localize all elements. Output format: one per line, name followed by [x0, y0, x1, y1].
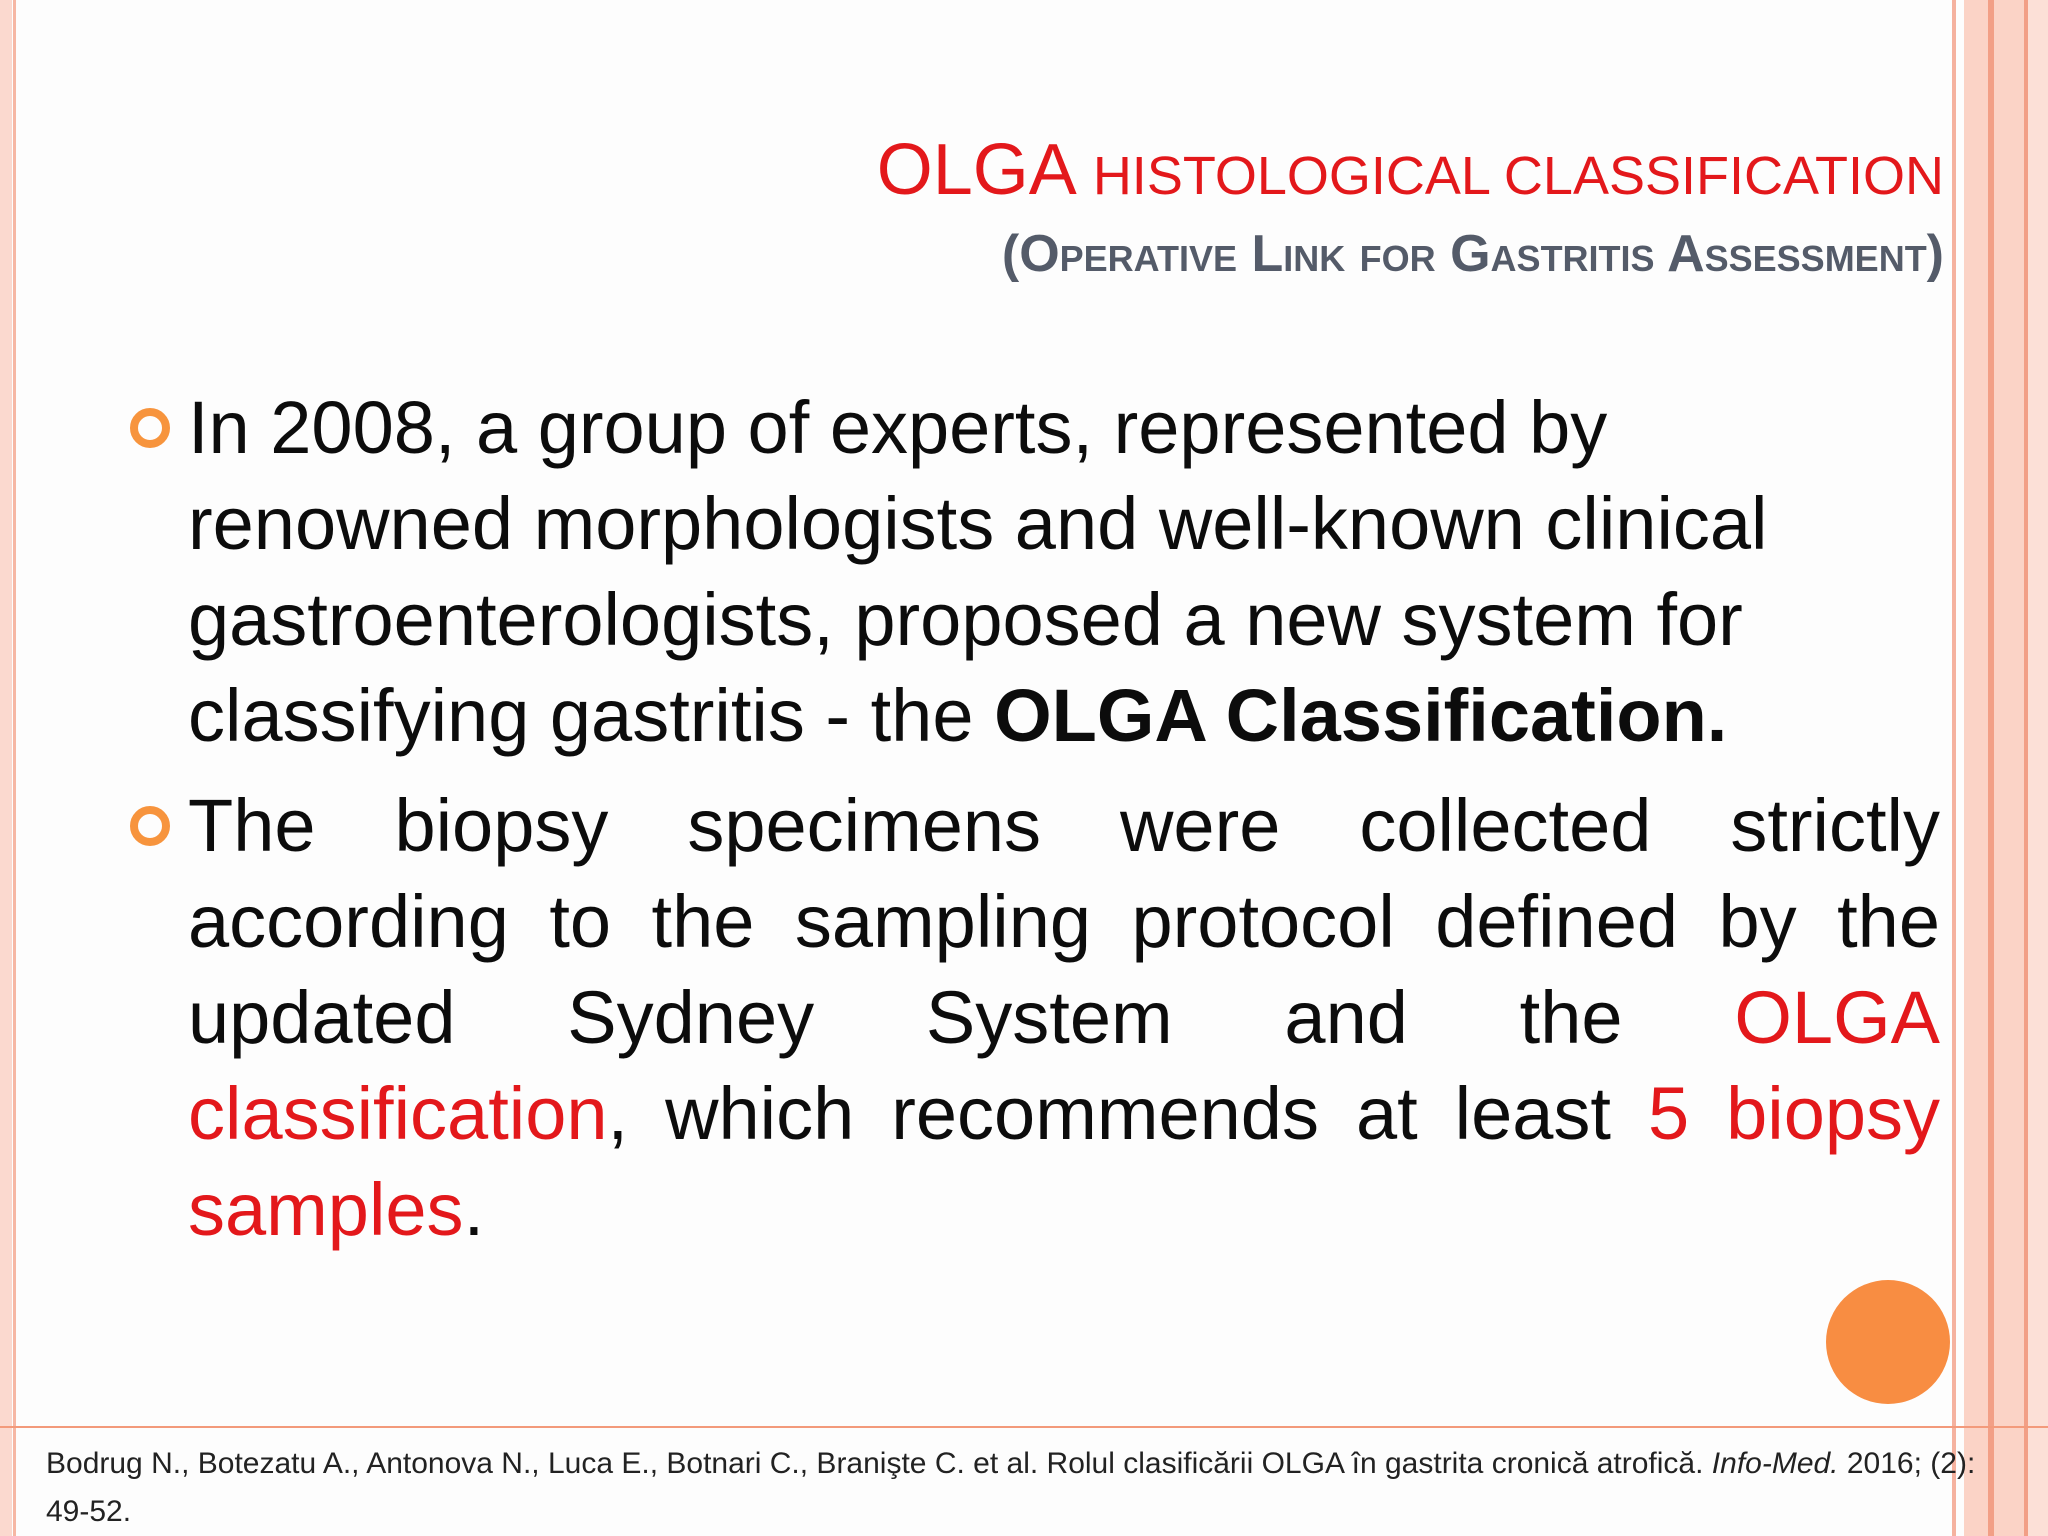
bullet-2-text-2: , which recommends at least: [607, 1072, 1648, 1155]
bullet-list: [130, 380, 1940, 1258]
title-subtitle: (Operative Link for Gastritis Assessment): [1001, 225, 1944, 283]
title-olga: OLGA: [876, 130, 1073, 210]
bullet-2-red-2: 5 biopsy samples: [188, 1072, 1941, 1251]
slide-title: [877, 128, 1944, 288]
decorative-orange-circle: [1826, 1280, 1950, 1404]
bullet-2-red-1: OLGA classification: [188, 976, 1940, 1155]
bullet-1-bold: OLGA Classification.: [994, 674, 1728, 757]
bullet-item-1: [130, 380, 1940, 764]
citation: [46, 1440, 2011, 1536]
bullet-2-text-3: .: [463, 1168, 485, 1251]
title-main-line: [877, 128, 1944, 218]
bullet-item-2: [130, 778, 1940, 1258]
ring-bullet-icon: [130, 408, 170, 448]
right-stripe-1: [1952, 0, 1956, 1536]
footer-divider: [0, 1426, 2048, 1428]
left-stripe-wide: [0, 0, 12, 1536]
right-stripe-2: [1964, 0, 1988, 1536]
bullet-1-text: In 2008, a group of experts, represented by renowned morphologists and well-known clinical gastroenterologists, proposed a new system for classifying gastritis - the: [188, 386, 1768, 757]
ring-bullet-icon: [130, 806, 170, 846]
left-stripe-thin: [13, 0, 16, 1536]
right-stripe-4: [1994, 0, 2024, 1536]
right-stripe-6: [2028, 0, 2048, 1536]
citation-details: 2016; (2): 49-52.: [46, 1447, 1976, 1528]
bullet-2-text-1: The biopsy specimens were collected strictly according to the sampling protocol defined by the updated Sydney System and the: [188, 784, 1940, 1059]
citation-authors-title: Bodrug N., Botezatu A., Antonova N., Luca E., Botnari C., Branişte C. et al. Rolul clasificării OLGA în gastrita cronică atrofică.: [46, 1447, 1712, 1480]
citation-journal: Info-Med.: [1711, 1447, 1839, 1480]
title-rest: HISTOLOGICAL CLASSIFICATION: [1092, 146, 1944, 206]
